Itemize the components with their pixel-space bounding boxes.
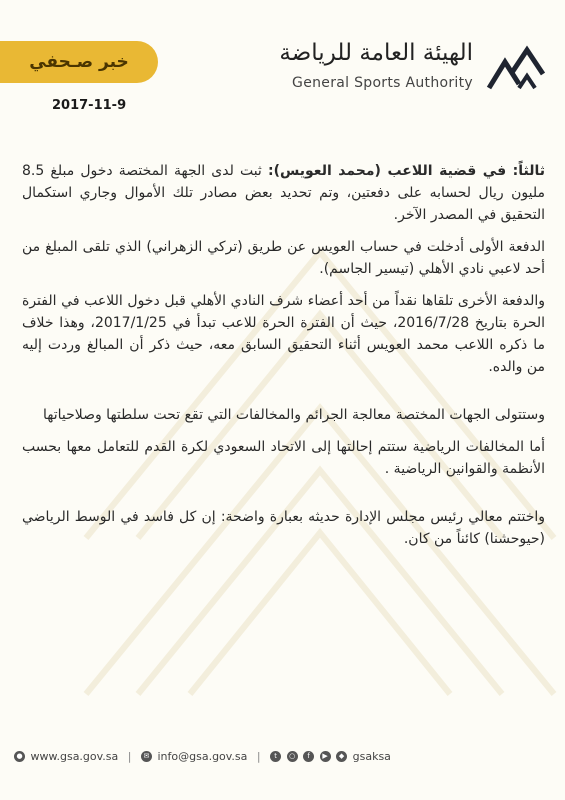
youtube-icon[interactable]: ▶ (320, 751, 331, 762)
paragraph-4: وستتولى الجهات المختصة معالجة الجرائم والمخالفات التي تقع تحت سلطتها وصلاحياتها (42, 407, 545, 423)
paragraph-1 (22, 160, 545, 226)
globe-icon: ● (14, 751, 25, 762)
press-release-badge (0, 41, 158, 83)
footer-divider: | (127, 749, 132, 763)
snapchat-icon[interactable]: ◆ (336, 751, 347, 762)
paragraph-3: والدفعة الأخرى تلقاها نقداً من أحد أعضاء شرف النادي الأهلي قبل دخول اللاعب في الفترة الحرة بتاريخ 2016/7/28، حيث أن الفترة الحرة للاعب تبدأ في 2017/1/25، وهذا خلاف ما ذكره اللاعب محمد العويس أثناء التحقيق السابق معه، حيث ذكر أن المبالغ وردت إليه من والده. (22, 293, 546, 375)
release-date: 2017-11-9 (52, 98, 127, 113)
paragraph-2: الدفعة الأولى أدخلت في حساب العويس عن طريق (تركي الزهراني) الذي تلقى المبلغ من أحد لاعبي نادي الأهلي (تيسير الجاسم). (22, 239, 545, 277)
social-handle[interactable]: gsaksa (352, 749, 391, 763)
paragraph-5: أما المخالفات الرياضية ستتم إحالتها إلى الاتحاد السعودي لكرة القدم للتعامل معها بحسب الأنظمة والقوانين الرياضية . (22, 439, 545, 477)
twitter-icon[interactable]: t (270, 751, 281, 762)
mail-icon: ✉ (141, 751, 152, 762)
email-link[interactable]: info@gsa.gov.sa (157, 749, 248, 763)
facebook-icon[interactable]: f (303, 751, 314, 762)
logo-chevron-icon (485, 44, 547, 92)
org-name-english: General Sports Authority (292, 75, 473, 91)
footer-divider: | (256, 749, 261, 763)
paragraph-1-text: ثبت لدى الجهة المختصة دخول مبلغ 8.5 مليون ريال لحسابه على دفعتين، وتم تحديد بعض مصادر تلك الأموال وجاري استكمال التحقيق في المصدر الآخر. (22, 163, 545, 223)
footer (14, 749, 551, 763)
website-link[interactable]: www.gsa.gov.sa (30, 749, 119, 763)
instagram-icon[interactable]: ○ (287, 751, 298, 762)
article-body (22, 160, 545, 560)
badge-label: خبر صـحفي (29, 52, 129, 72)
paragraph-1-lead: ثالثاً: في قضية اللاعب (محمد العويس): (267, 163, 546, 179)
org-name-arabic: الهيئة العامة للرياضة (279, 40, 473, 66)
paragraph-6: واختتم معالي رئيس مجلس الإدارة حديثه بعبارة واضحة: إن كل فاسد في الوسط الرياضي (حيوحشنا) كائناً من كان. (22, 509, 545, 547)
